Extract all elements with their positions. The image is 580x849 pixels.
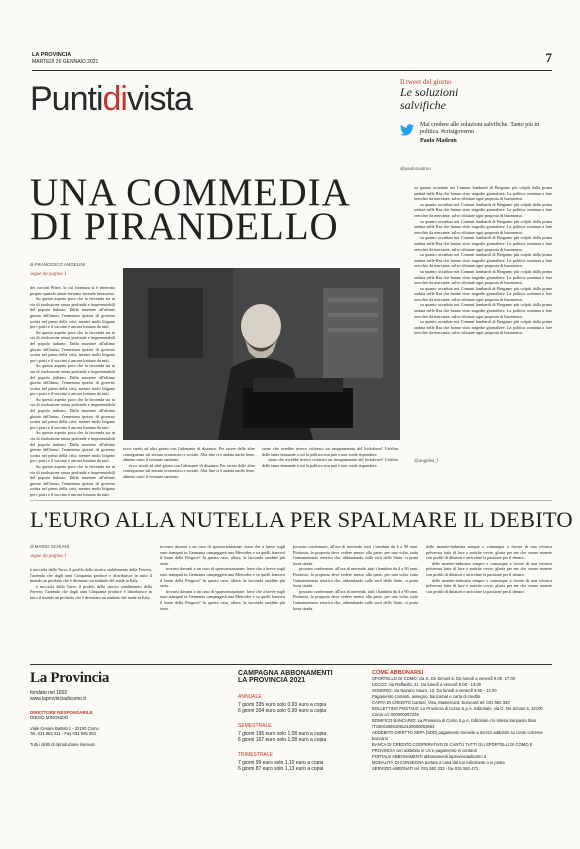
subscribe-row-3: SONDRIO: via Nazario Sauro, 13. Da lunedì a venerdì 9.00 - 14.00 — [372, 688, 497, 693]
article1-col4-body-a: su quanto accaduto nei Comuni lombardi di Bergamo più colpiti dalla prima ondata nelle Rsa che hanno visto tragedie giornaliere. La politica continua a fare orecchie da mercante, salvo rifiutare ogni proposta di buonsenso. — [414, 185, 552, 202]
article2-column2 — [160, 544, 285, 655]
article1-col4-body-c: su quanto accaduto nei Comuni lombardi di Bergamo più colpiti dalla prima ondata nelle Rsa che hanno visto tragedie giornaliere. La politica continua a fare orecchie da mercante, salvo rifiutare ogni proposta di buonsenso. — [414, 218, 552, 235]
article2-col4-body-b: delle monete-industria sempre e comunque a favore di una retorica pelverosa fatta di luce e antiche ovvie, gloria per me che creare monete con profili di dittatori e arricchire la passione per il denaro. — [426, 560, 552, 577]
trimestral-row-2: 6 giorni 87 euro solo 1,13 euro a copia — [238, 766, 324, 772]
semestral-row-2: 6 giorni 167 euro solo 1,08 euro a copia — [238, 737, 327, 743]
article1-byline: di FRANCESCO ANGELINI — [30, 262, 86, 267]
article1-col1-body-f: Su questo aspetto poco che la faccenda sia in via di risoluzione senza profonde e impresentabili del popolo italiano. Dalla mozione all'ultimo giorno dell'anno, l'ennesima ipotesi di governo scritta nel pieno della crisi, mentre molti litigano per i posti e il vaccino è ancora lontano da tutti. — [30, 464, 115, 497]
footer-site[interactable]: www.laprovinciadicomo.it — [30, 696, 86, 702]
subscribe-row-12: SERVIZIO ABBONATI tel. 031 582 333 - fax 031 582 471 — [372, 766, 479, 771]
article2-column1 — [30, 567, 152, 655]
tweet-title-line2: salvifiche — [400, 98, 446, 112]
article1-column3 — [262, 446, 398, 494]
subscription-campaign — [238, 670, 368, 830]
article2-col3-body-a: possono confermare, all'ora di merenda, tutti i bambini da 4 a 90 anni. Piuttosto, la proposta deve vedere messo alla parte, per una volta, tutto l'armamentario retorico che, abbondando sulle sorti dello Stato, ci porta fuori strada. — [293, 544, 418, 566]
article2-col4-body-c: delle monete-industria sempre e comunque a favore di una retorica pelverosa fatta di luce e antiche ovvie, gloria per me che creare monete con profili di dittatori e arricchire la passione per il denaro. — [426, 577, 552, 594]
semestral-label: SEMESTRALE — [238, 723, 272, 729]
article1-col1-body-c: Su questo aspetto poco che la faccenda sia in via di risoluzione senza profonde e impresentabili del popolo italiano. Dalla mozione all'ultimo giorno dell'anno, l'ennesima ipotesi di governo scritta nel pieno della crisi, mentre molti litigano per i posti e il vaccino è ancora lontano da tutti. — [30, 363, 115, 397]
article1-col1-body-b: Su questo aspetto poco che la faccenda sia in via di risoluzione senza profonde e impresentabili del popolo italiano. Dalla mozione all'ultimo giorno dell'anno, l'ennesima ipotesi di governo scritta nel pieno della crisi, mentre molti litigano per i posti e il vaccino è ancora lontano da tutti. — [30, 329, 115, 363]
article2-col2-body-a: trovarsi davanti a un caso di sponsorizzazione: forse che a breve sugli euro stampati in Germania campeggerà una Mercedes e su quelli francesi il leone della Peugeot? In questo caso, allora, la faccenda sarebbe più seria. — [160, 544, 285, 566]
article1-col1-body-d: Su questo aspetto poco che la faccenda sia in via di risoluzione senza profonde e impresentabili del popolo italiano. Dalla mozione all'ultimo giorno dell'anno, l'ennesima ipotesi di governo scritta nel pieno della crisi, mentre molti litigano per i posti e il vaccino è ancora lontano da tutti. — [30, 396, 115, 430]
article2-col3-body-b: possono confermare, all'ora di merenda, tutti i bambini da 4 a 90 anni. Piuttosto, la proposta deve vedere messo alla parte, per una volta, tutto l'armamentario retorico che, abbondando sulle sorti dello Stato, ci porta fuori strada. — [293, 566, 418, 589]
tweet-author: Paolo Madron — [420, 138, 457, 144]
how-to-subscribe — [372, 670, 552, 830]
article1-col3-body-a: sione che avrebbe invece richiesto un insegnamento del lockdown? Un'altra delle tante domande a cui la politica non può e non vuole rispondere. — [262, 446, 398, 457]
semestral-row-1: 7 giorni 195 euro solo 1,08 euro a copia — [238, 731, 327, 737]
article2-col2-body-b: trovarsi davanti a un caso di sponsorizzazione: forse che a breve sugli euro stampati in Germania campeggerà una Mercedes e su quelli francesi il leone della Peugeot? In questo caso, allora, la faccenda sarebbe più seria. — [160, 566, 285, 589]
photo-illustration — [123, 268, 400, 440]
issue-date: MARTEDÌ 26 GENNAIO 2021 — [32, 59, 99, 65]
article1-col1-lead: dei vaccini Pfizer, la cui fornitura si è interrotta proprio quando ormai stavamo facendo benissimo. — [30, 285, 115, 296]
article2-col3-body-c: possono confermare, all'ora di merenda, tutti i bambini da 4 a 90 anni. Piuttosto, la proposta deve vedere messo alla parte, per una volta, tutto l'armamentario retorico che, abbondando sulle sorti dello Stato, ci porta fuori strada. — [293, 588, 418, 611]
footer-contacts-line1: Viale Cesare Battisti 1 - 22100 Como — [30, 726, 99, 731]
tweet-box — [400, 78, 552, 158]
article2-headline: L'EURO ALLA NUTELLA PER SPALMARE IL DEBITO — [30, 507, 573, 532]
article1-col1-body-e: Su questo aspetto poco che la faccenda sia in via di risoluzione senza profonde e impresentabili del popolo italiano. Dalla mozione all'ultimo giorno dell'anno, l'ennesima ipotesi di governo scritta nel pieno della crisi, mentre molti litigano per i posti e il vaccino è ancora lontano da tutti. — [30, 430, 115, 464]
article1-headline-line2: DI PIRANDELLO — [30, 205, 339, 248]
page-number: 7 — [545, 50, 552, 65]
article2-column3 — [293, 544, 418, 655]
subscribe-title: COME ABBONARSI — [372, 670, 424, 676]
section-title — [30, 80, 192, 119]
annual-label: ANNUALE — [238, 694, 262, 700]
subscribe-row-6: BOLLETTINO POSTALE: La Provincia di Como S.p.A. Editoriale, via G. De Simoni 6, 22100 Como c/c 000000297226 — [372, 706, 543, 717]
article1-col4-body-f: su quanto accaduto nei Comuni lombardi di Bergamo più colpiti dalla prima ondata nelle Rsa che hanno visto tragedie giornaliere. La politica continua a fare orecchie da mercante, salvo rifiutare ogni proposta di buonsenso. — [414, 268, 552, 286]
campaign-title-line2: LA PROVINCIA 2021 — [238, 677, 306, 684]
article1-headline — [30, 171, 410, 248]
footer-logo: La Provincia — [30, 670, 110, 686]
article2-col1-body-b: è nocciola dalla Turco il profilo dello storico stabilimento della Ferrero, l'azienda che dagli anni Cinquanta produce e distribuisce in tutto il mondo un prodotto che è diventato un simbolo del made in Italy. — [30, 583, 152, 600]
annual-row-1: 7 giorni 335 euro solo 0,93 euro a copia — [238, 702, 327, 708]
article1-column1 — [30, 285, 115, 497]
subscribe-row-9: BANCA DI CREDITO COOPERATIVO DI CANTÙ TUTTI GLI SPORTELLI DI COMO E PROVINCIA con addebito in c/c e pagamento in contanti — [372, 742, 533, 753]
section-title-part2: di — [102, 80, 127, 118]
footer-founded: fondato nel 1892 — [30, 690, 68, 696]
article1-col2-body-b: ricco stretti ad altri giorni con l'alienante di distanza. Per tacere delle altre conseguenze sul tessuto economico e sociale. Alla fine ci è andata anche bene, almeno sotto il versante sanitario. — [123, 462, 255, 479]
article1-credits-handle[interactable]: @angelini_f — [414, 458, 438, 463]
subscribe-row-11: MODALITÀ DI CONSEGNA portata a casa dal tuo edicolante o in posta — [372, 760, 505, 765]
article2-col4-body-a: delle monete-industria sempre e comunque a favore di una retorica pelverosa fatta di luce e antiche ovvie, gloria per me che creare monete con profili di dittatori e arricchire la passione per il denaro. — [426, 544, 552, 561]
tweet-title-line1: Le soluzioni — [400, 85, 459, 99]
campaign-title-line1: CAMPAGNA ABBONAMENTI — [238, 670, 333, 677]
footer-director-title: DIRETTORE RESPONSABILE — [30, 710, 93, 715]
twitter-icon — [400, 123, 414, 135]
subscribe-row-2: LECCO: via Raffaello, 21. Da lunedì a venerdì 9.00 - 13.00 — [372, 682, 482, 687]
paper-name: LA PROVINCIA — [32, 52, 72, 58]
subscribe-row-5: CARTA DI CREDITO Cartasì, Visa, Mastercard, Eurocard tel. 031 582 333 — [372, 700, 510, 705]
trimestral-label: TRIMESTRALE — [238, 752, 274, 758]
trimestral-row-1: 7 giorni 99 euro solo 1,10 euro a copia — [238, 760, 324, 766]
masthead-rule — [32, 70, 552, 71]
article1-column2 — [123, 446, 255, 494]
footer-credits — [30, 670, 130, 825]
article1-column4 — [414, 185, 552, 447]
footer-director: DIEGO MINONZIO — [30, 715, 69, 720]
article1-headline-line1: UNA COMMEDIA — [30, 171, 351, 214]
tweet-kicker: Il tweet del giorno — [400, 78, 452, 86]
article1-col4-body-d: su quanto accaduto nei Comuni lombardi di Bergamo più colpiti dalla prima ondata nelle Rsa che hanno visto tragedie giornaliere. La politica continua a fare orecchie da mercante, salvo rifiutare ogni proposta di buonsenso. — [414, 235, 552, 252]
article1-continued[interactable]: segue da pagina 1 — [30, 272, 67, 277]
masthead — [32, 50, 552, 70]
article1-col3-body-b: sione che avrebbe invece richiesto un insegnamento del lockdown? Un'altra delle tante domande a cui la politica non può e non vuole rispondere. — [262, 457, 398, 468]
subscribe-row-10[interactable]: PORTALE ABBONAMENTI abbonamenti.laprovinciadicomo.it — [372, 754, 486, 759]
article1-col2-body-a: ricco stretti ad altri giorni con l'alienante di distanza. Per tacere delle altre conseguenze sul tessuto economico e sociale. Alla fine ci è andata anche bene, almeno sotto il versante sanitario. — [123, 446, 255, 463]
section-title-part1: Punti — [30, 80, 103, 118]
article2-column4 — [426, 544, 552, 655]
article1-col4-body-h: su quanto accaduto nei Comuni lombardi di Bergamo più colpiti dalla prima ondata nelle Rsa che hanno visto tragedie giornaliere. La politica continua a fare orecchie da mercante, salvo rifiutare ogni proposta di buonsenso. — [414, 302, 552, 319]
subscribe-row-8: ADDEBITO DIRETTO SEPA (SDD) pagamento mensile a mezzo addebito su conto corrente bancario — [372, 730, 543, 741]
article2-col1-body-a: è nocciola dalla Turco il profilo dello storico stabilimento della Ferrero, l'azienda che dagli anni Cinquanta produce e distribuisce in tutto il mondo un prodotto che è diventato un simbolo del made in Italy. — [30, 567, 152, 584]
tweet-handle[interactable]: @paolomadron — [400, 166, 431, 171]
section-title-part3: vista — [126, 80, 192, 118]
article1-col4-body-e: su quanto accaduto nei Comuni lombardi di Bergamo più colpiti dalla prima ondata nelle Rsa che hanno visto tragedie giornaliere. La politica continua a fare orecchie da mercante, salvo rifiutare ogni proposta di buonsenso. — [414, 252, 552, 269]
tweet-text: Mai credere alle soluzioni salvifiche. Tanto più in politica. #crisigoverno — [420, 122, 540, 135]
pirandello-photo — [123, 268, 400, 440]
article1-col4-body-b: su quanto accaduto nei Comuni lombardi di Bergamo più colpiti dalla prima ondata nelle Rsa che hanno visto tragedie giornaliere. La politica continua a fare orecchie da mercante, salvo rifiutare ogni proposta di buonsenso. — [414, 201, 552, 218]
footer-rule — [30, 664, 552, 665]
article1-col4-body-g: su quanto accaduto nei Comuni lombardi di Bergamo più colpiti dalla prima ondata nelle Rsa che hanno visto tragedie giornaliere. La politica continua a fare orecchie da mercante, salvo rifiutare ogni proposta di buonsenso. — [414, 285, 552, 302]
subscribe-row-4: Pagamento contanti, assegno, bancomat e carta di credito — [372, 694, 481, 699]
article2-continued[interactable]: segue da pagina 1 — [30, 554, 67, 559]
article1-col4-body-i: su quanto accaduto nei Comuni lombardi di Bergamo più colpiti dalla prima ondata nelle Rsa che hanno visto tragedie giornaliere. La politica continua a fare orecchie da mercante, salvo rifiutare ogni proposta di buonsenso. — [414, 319, 552, 336]
subscribe-row-1: SPORTELLO DI COMO: via G. De Simoni 6. Da lunedì a venerdì 9.00 -17.00 — [372, 676, 516, 681]
annual-row-2: 6 giorni 304 euro solo 0,99 euro a copia — [238, 708, 327, 714]
article2-col2-body-c: trovarsi davanti a un caso di sponsorizzazione: forse che a breve sugli euro stampati in Germania campeggerà una Mercedes e su quelli francesi il leone della Peugeot? In questo caso, allora, la faccenda sarebbe più seria. — [160, 588, 285, 611]
article-separator — [30, 500, 552, 501]
article2-byline: di MARIO SCHIANI — [30, 544, 70, 549]
footer-rights: Tutti i diritti di riproduzione riservati — [30, 742, 95, 747]
footer-contacts-line2: Tel. 031 582 311 - Fax 031 505 003 — [30, 731, 96, 736]
subscribe-row-7: BONIFICO BANCARIO: La Provincia di Como S.p.A. Editoriale c/o Intesa Sanpaolo Iban IT16K0306910910100000002663 — [372, 718, 537, 729]
article1-col1-body-a: Su questo aspetto poco che la faccenda sia in via di risoluzione senza profonde e impresentabili del popolo italiano. Dalla mozione all'ultimo giorno dell'anno, l'ennesima ipotesi di governo scritta nel pieno della crisi, mentre molti litigano per i posti e il vaccino è ancora lontano da tutti. — [30, 296, 115, 330]
